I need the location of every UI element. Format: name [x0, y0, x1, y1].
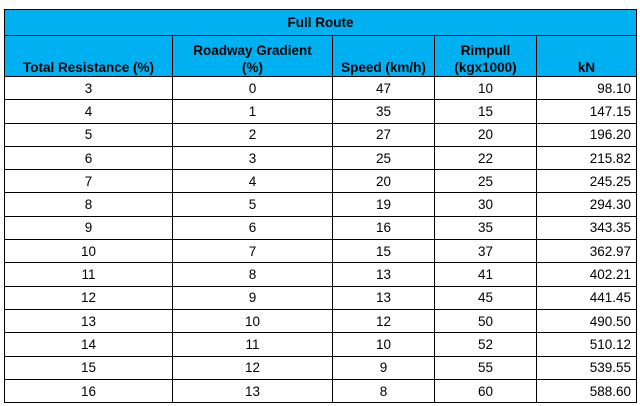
header-kn — [537, 36, 637, 77]
table-row — [5, 170, 637, 193]
table-row — [5, 356, 637, 379]
header-line-1: Rimpull — [460, 43, 511, 58]
cell-total-resistance: 13 — [5, 309, 173, 332]
cell-speed: 19 — [333, 193, 435, 216]
table-row — [5, 123, 637, 146]
header-line-2: Speed (km/h) — [341, 60, 426, 75]
cell-rimpull: 50 — [435, 309, 537, 332]
cell-kn: 539.55 — [537, 356, 637, 379]
cell-speed: 47 — [333, 77, 435, 100]
cell-speed: 13 — [333, 286, 435, 309]
cell-roadway-gradient: 5 — [173, 193, 333, 216]
cell-roadway-gradient: 8 — [173, 263, 333, 286]
table-row — [5, 333, 637, 356]
cell-kn: 215.82 — [537, 146, 637, 169]
cell-speed: 8 — [333, 379, 435, 402]
cell-rimpull: 10 — [435, 77, 537, 100]
cell-speed: 35 — [333, 100, 435, 123]
cell-rimpull: 37 — [435, 240, 537, 263]
cell-rimpull: 45 — [435, 286, 537, 309]
table-row — [5, 240, 637, 263]
table-row — [5, 309, 637, 332]
table-row — [5, 77, 637, 100]
cell-kn: 294.30 — [537, 193, 637, 216]
cell-kn: 343.35 — [537, 216, 637, 239]
cell-rimpull: 41 — [435, 263, 537, 286]
cell-kn: 510.12 — [537, 333, 637, 356]
cell-speed: 13 — [333, 263, 435, 286]
header-rimpull — [435, 36, 537, 77]
header-line-2: kN — [577, 60, 596, 75]
cell-total-resistance: 10 — [5, 240, 173, 263]
cell-total-resistance: 3 — [5, 77, 173, 100]
cell-total-resistance: 14 — [5, 333, 173, 356]
cell-speed: 12 — [333, 309, 435, 332]
cell-roadway-gradient: 1 — [173, 100, 333, 123]
table-row — [5, 379, 637, 402]
cell-total-resistance: 16 — [5, 379, 173, 402]
table-row — [5, 263, 637, 286]
cell-speed: 9 — [333, 356, 435, 379]
cell-rimpull: 35 — [435, 216, 537, 239]
table-title-row — [5, 10, 637, 36]
table-row — [5, 100, 637, 123]
cell-total-resistance: 5 — [5, 123, 173, 146]
header-line-1: Roadway Gradient — [193, 43, 312, 58]
table-row — [5, 286, 637, 309]
cell-total-resistance: 11 — [5, 263, 173, 286]
column-header-row — [5, 36, 637, 77]
cell-roadway-gradient: 6 — [173, 216, 333, 239]
cell-rimpull: 20 — [435, 123, 537, 146]
cell-total-resistance: 7 — [5, 170, 173, 193]
cell-kn: 245.25 — [537, 170, 637, 193]
cell-kn: 441.45 — [537, 286, 637, 309]
cell-total-resistance: 9 — [5, 216, 173, 239]
header-roadway-gradient — [173, 36, 333, 77]
cell-rimpull: 22 — [435, 146, 537, 169]
cell-kn: 490.50 — [537, 309, 637, 332]
cell-roadway-gradient: 13 — [173, 379, 333, 402]
cell-speed: 15 — [333, 240, 435, 263]
cell-speed: 16 — [333, 216, 435, 239]
cell-kn: 402.21 — [537, 263, 637, 286]
cell-roadway-gradient: 9 — [173, 286, 333, 309]
table-title: Full Route — [5, 10, 637, 36]
cell-roadway-gradient: 7 — [173, 240, 333, 263]
header-total-resistance — [5, 36, 173, 77]
cell-roadway-gradient: 12 — [173, 356, 333, 379]
cell-total-resistance: 4 — [5, 100, 173, 123]
cell-rimpull: 30 — [435, 193, 537, 216]
cell-kn: 98.10 — [537, 77, 637, 100]
cell-speed: 25 — [333, 146, 435, 169]
header-line-2: (%) — [242, 60, 263, 75]
table-row — [5, 146, 637, 169]
cell-speed: 27 — [333, 123, 435, 146]
cell-kn: 362.97 — [537, 240, 637, 263]
cell-rimpull: 25 — [435, 170, 537, 193]
cell-roadway-gradient: 11 — [173, 333, 333, 356]
cell-kn: 147.15 — [537, 100, 637, 123]
table-row — [5, 193, 637, 216]
cell-rimpull: 15 — [435, 100, 537, 123]
cell-total-resistance: 12 — [5, 286, 173, 309]
table-body — [5, 77, 637, 403]
cell-roadway-gradient: 4 — [173, 170, 333, 193]
cell-rimpull: 60 — [435, 379, 537, 402]
header-line-2: Total Resistance (%) — [22, 60, 155, 75]
cell-roadway-gradient: 2 — [173, 123, 333, 146]
cell-kn: 588.60 — [537, 379, 637, 402]
header-speed — [333, 36, 435, 77]
cell-roadway-gradient: 10 — [173, 309, 333, 332]
cell-rimpull: 52 — [435, 333, 537, 356]
table-row — [5, 216, 637, 239]
cell-speed: 20 — [333, 170, 435, 193]
cell-roadway-gradient: 0 — [173, 77, 333, 100]
cell-total-resistance: 8 — [5, 193, 173, 216]
cell-total-resistance: 15 — [5, 356, 173, 379]
header-line-2: (kgx1000) — [454, 60, 517, 75]
cell-rimpull: 55 — [435, 356, 537, 379]
cell-roadway-gradient: 3 — [173, 146, 333, 169]
cell-kn: 196.20 — [537, 123, 637, 146]
cell-total-resistance: 6 — [5, 146, 173, 169]
full-route-table — [4, 9, 637, 403]
cell-speed: 10 — [333, 333, 435, 356]
